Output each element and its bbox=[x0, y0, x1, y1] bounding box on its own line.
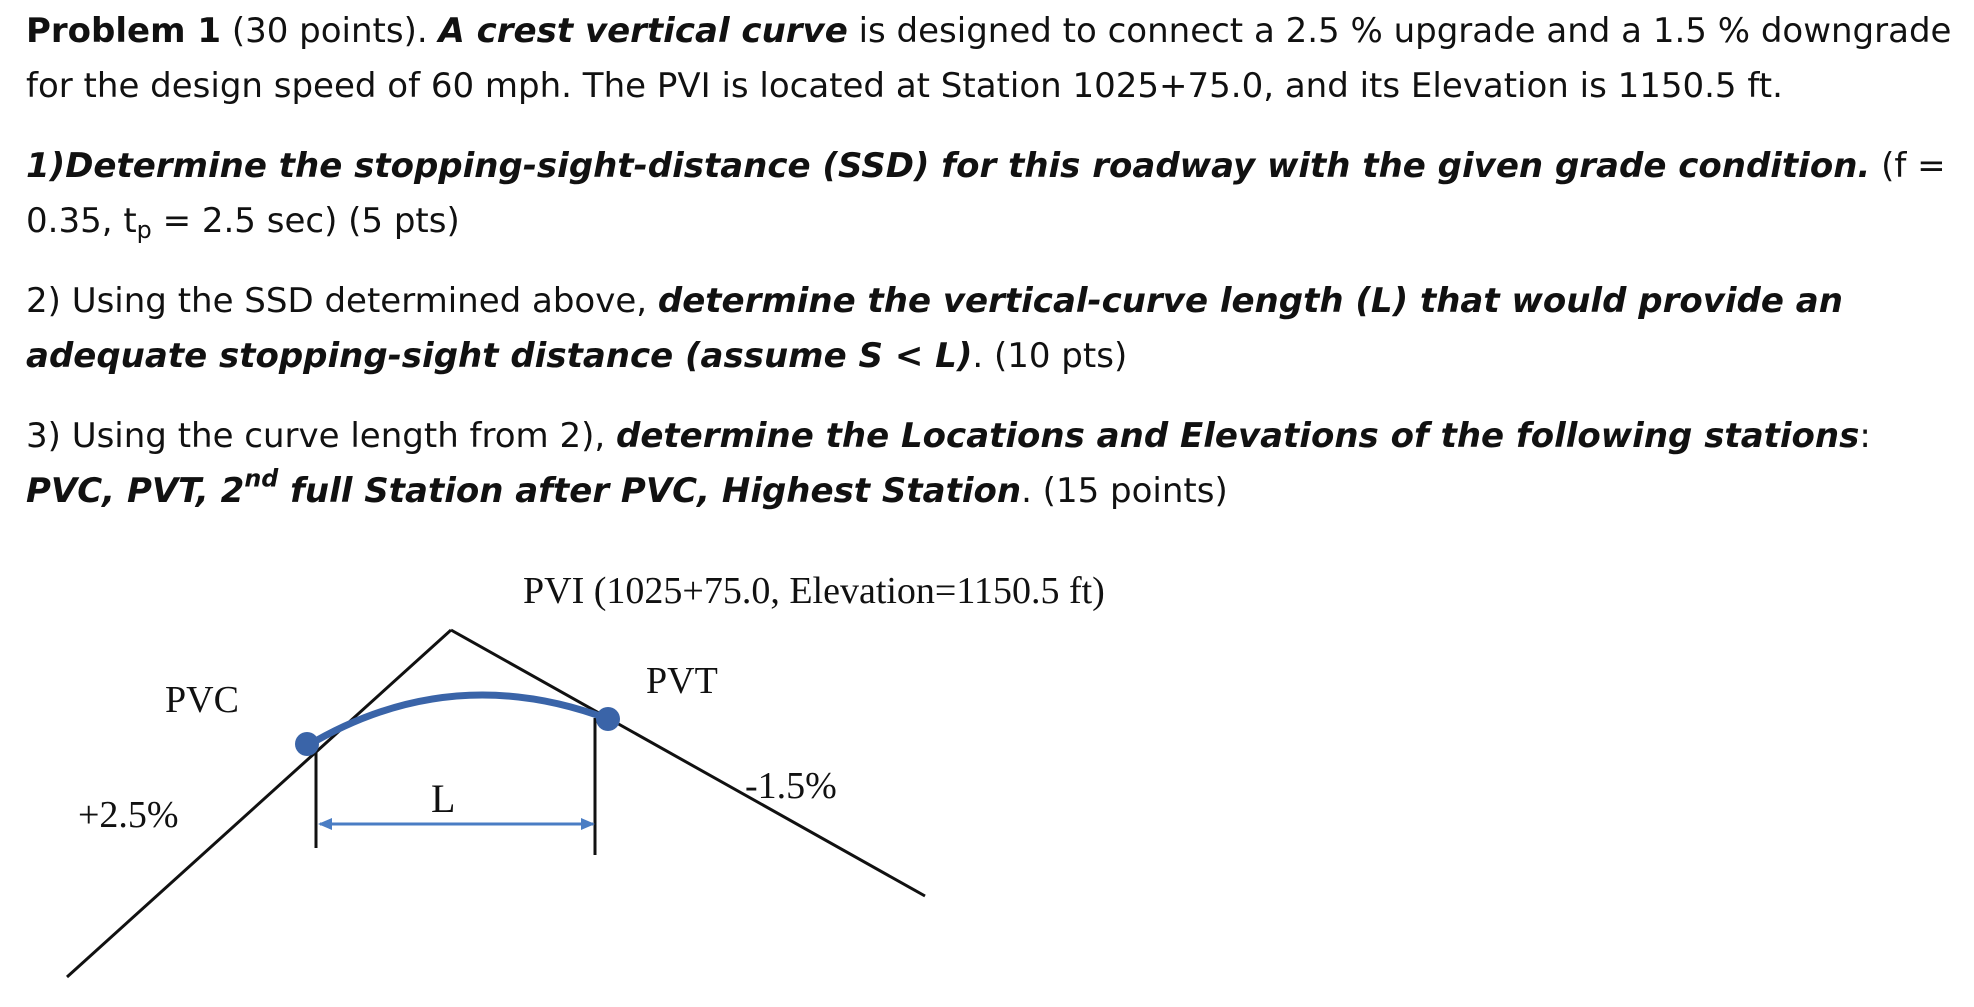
q3-bold-c: full Station after PVC, Highest Station bbox=[278, 471, 1022, 511]
q3-tail: . (15 points) bbox=[1021, 471, 1228, 511]
question-3 bbox=[26, 409, 1956, 519]
q3-colon: : bbox=[1859, 416, 1871, 456]
crest-curve bbox=[307, 695, 608, 746]
question-1 bbox=[26, 139, 1956, 249]
problem-statement bbox=[26, 4, 1956, 114]
pvi-label: PVI (1025+75.0, Elevation=1150.5 ft) bbox=[523, 570, 1105, 612]
q3-intro: 3) Using the curve length from 2), bbox=[26, 416, 616, 456]
problem-body: is designed to connect a 2.5 % upgrade and a 1.5 % downgrade for the design speed of 60 mph. The PVI is located at Station 1025+75.0, and its Elevation is 1150.5 ft. bbox=[26, 11, 1952, 106]
q3-bold-a: determine the Locations and Elevations of the following stations bbox=[616, 416, 1860, 456]
question-2 bbox=[26, 274, 1956, 384]
vertical-curve-diagram bbox=[0, 540, 1974, 1007]
pvc-label: PVC bbox=[165, 679, 239, 721]
problem-points: (30 points). bbox=[221, 11, 439, 51]
q1-params-b: = 2.5 sec) (5 pts) bbox=[151, 201, 460, 241]
q3-bold-b: PVC, PVT, 2 bbox=[26, 471, 245, 511]
problem-text bbox=[26, 4, 1956, 519]
pvt-label: PVT bbox=[646, 660, 718, 702]
grade-up-label: +2.5% bbox=[78, 794, 179, 836]
pvc-point bbox=[295, 732, 319, 756]
q2-intro: 2) Using the SSD determined above, bbox=[26, 281, 658, 321]
grade-down-label: -1.5% bbox=[745, 765, 837, 807]
q1-params-a: (f = 0.35, t bbox=[26, 146, 1946, 241]
q1-params-sub: p bbox=[136, 215, 152, 244]
q2-bold: determine the vertical-curve length (L) that would provide an adequate stopping-sight distance (assume S < L) bbox=[26, 281, 1843, 376]
q3-sup: nd bbox=[244, 464, 279, 493]
curve-term: A crest vertical curve bbox=[438, 11, 848, 51]
q2-tail: . (10 pts) bbox=[972, 336, 1128, 376]
problem-label: Problem 1 bbox=[26, 11, 222, 51]
q1-lead: 1)Determine the stopping-sight-distance (SSD) for this roadway with the given grade condition. bbox=[26, 146, 1871, 186]
pvt-point bbox=[596, 707, 620, 731]
length-label: L bbox=[431, 776, 456, 821]
